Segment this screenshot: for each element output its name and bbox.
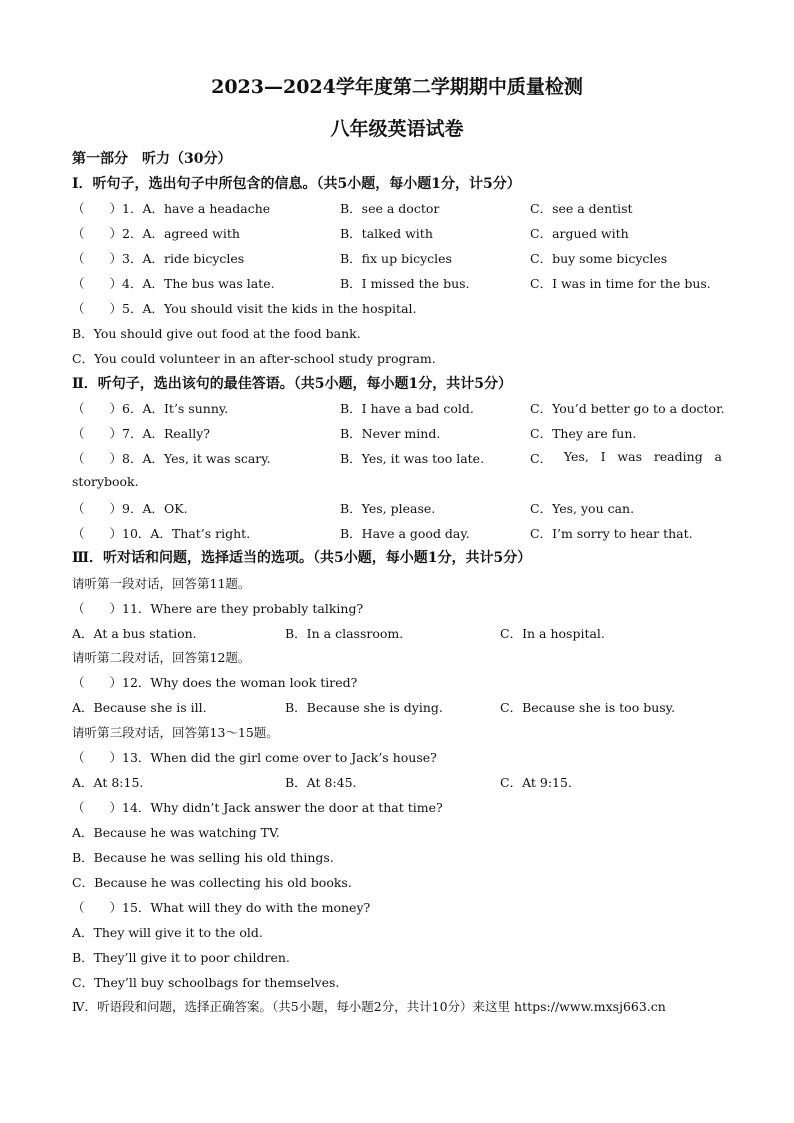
- option-b: B．I missed the bus.: [340, 276, 470, 291]
- option-c: C．In a hospital.: [500, 626, 605, 641]
- option-c: C．argued with: [530, 226, 629, 241]
- option-c: C．You could volunteer in an after-school study program.: [72, 351, 436, 366]
- question-8: （ ）8．A．Yes, it was scary.: [72, 451, 271, 466]
- dialogue-instruction: 请听第二段对话，回答第12题。: [72, 650, 251, 665]
- option-c-word: a: [714, 449, 722, 464]
- question-1: （ ）1．A．have a headache: [72, 201, 271, 216]
- section-heading: Ⅰ．听句子，选出句子中所包含的信息。（共5小题，每小题1分，计5分）: [72, 176, 521, 192]
- option-c-word: Yes,: [563, 449, 589, 464]
- option-a: A．At 8:15.: [72, 775, 144, 790]
- question-12: （ ）12．Why does the woman look tired?: [72, 675, 358, 690]
- option-c: C．They’ll buy schoolbags for themselves.: [72, 975, 340, 990]
- option-c-word: was: [617, 449, 642, 464]
- option-b: B．fix up bicycles: [340, 251, 452, 266]
- option-b: B．I have a bad cold.: [340, 401, 474, 416]
- option-c-letter: C．: [530, 451, 553, 466]
- option-b: B．Never mind.: [340, 426, 441, 441]
- option-b: B．You should give out food at the food bank.: [72, 326, 361, 341]
- question-7: （ ）7．A．Really?: [72, 426, 211, 441]
- question-3: （ ）3．A．ride bicycles: [72, 251, 245, 266]
- option-b: B．Because he was selling his old things.: [72, 850, 334, 865]
- section-heading: Ⅲ．听对话和问题，选择适当的选项。（共5小题，每小题1分，共计5分）: [72, 550, 532, 566]
- option-b: B．At 8:45.: [285, 775, 357, 790]
- option-c: C．Yes, you can.: [530, 501, 635, 516]
- part-heading: 第一部分 听力（30分）: [72, 151, 232, 167]
- question-11: （ ）11．Where are they probably talking?: [72, 601, 364, 616]
- option-b: B．Because she is dying.: [285, 700, 443, 715]
- option-b: B．Yes, please.: [340, 501, 436, 516]
- option-b: B．In a classroom.: [285, 626, 404, 641]
- option-c: C．At 9:15.: [500, 775, 572, 790]
- question-9: （ ）9．A．OK.: [72, 501, 188, 516]
- option-c: C．Because she is too busy.: [500, 700, 676, 715]
- option-c: C．They are fun.: [530, 426, 637, 441]
- section-heading: Ⅳ．听语段和问题，选择正确答案。（共5小题，每小题2分，共计10分）来这里 https://www.mxsj663.cn: [72, 999, 666, 1014]
- question-2: （ ）2．A．agreed with: [72, 226, 240, 241]
- option-c: C．You’d better go to a doctor.: [530, 401, 725, 416]
- option-c: [530, 449, 722, 467]
- question-10: （ ）10．A．That’s right.: [72, 526, 251, 541]
- question-4: （ ）4．A．The bus was late.: [72, 276, 275, 291]
- option-c: C．I was in time for the bus.: [530, 276, 711, 291]
- option-b: B．Yes, it was too late.: [340, 451, 485, 466]
- page-title: 2023—2024学年度第二学期期中质量检测: [211, 76, 583, 98]
- option-a: A．Because he was watching TV.: [72, 825, 280, 840]
- option-a: A．Because she is ill.: [72, 700, 207, 715]
- question-13: （ ）13．When did the girl come over to Jack’s house?: [72, 750, 437, 765]
- option-c-word: reading: [653, 449, 703, 464]
- option-b: B．They’ll give it to poor children.: [72, 950, 290, 965]
- option-b: B．talked with: [340, 226, 433, 241]
- option-c-continued: storybook.: [72, 474, 139, 489]
- page-subtitle: 八年级英语试卷: [330, 118, 464, 140]
- option-b: B．see a doctor: [340, 201, 440, 216]
- dialogue-instruction: 请听第三段对话，回答第13～15题。: [72, 725, 279, 740]
- option-c: C．Because he was collecting his old books.: [72, 875, 352, 890]
- question-6: （ ）6．A．It’s sunny.: [72, 401, 229, 416]
- question-15: （ ）15．What will they do with the money?: [72, 900, 371, 915]
- question-5: （ ）5．A．You should visit the kids in the hospital.: [72, 301, 417, 316]
- option-b: B．Have a good day.: [340, 526, 470, 541]
- option-c: C．buy some bicycles: [530, 251, 668, 266]
- option-a: A．They will give it to the old.: [72, 925, 263, 940]
- section-heading: Ⅱ．听句子，选出该句的最佳答语。（共5小题，每小题1分，共计5分）: [72, 376, 513, 392]
- option-c: C．see a dentist: [530, 201, 633, 216]
- option-c: C．I’m sorry to hear that.: [530, 526, 693, 541]
- option-a: A．At a bus station.: [72, 626, 197, 641]
- question-14: （ ）14．Why didn’t Jack answer the door at that time?: [72, 800, 443, 815]
- dialogue-instruction: 请听第一段对话，回答第11题。: [72, 576, 251, 591]
- option-c-word: I: [600, 449, 606, 464]
